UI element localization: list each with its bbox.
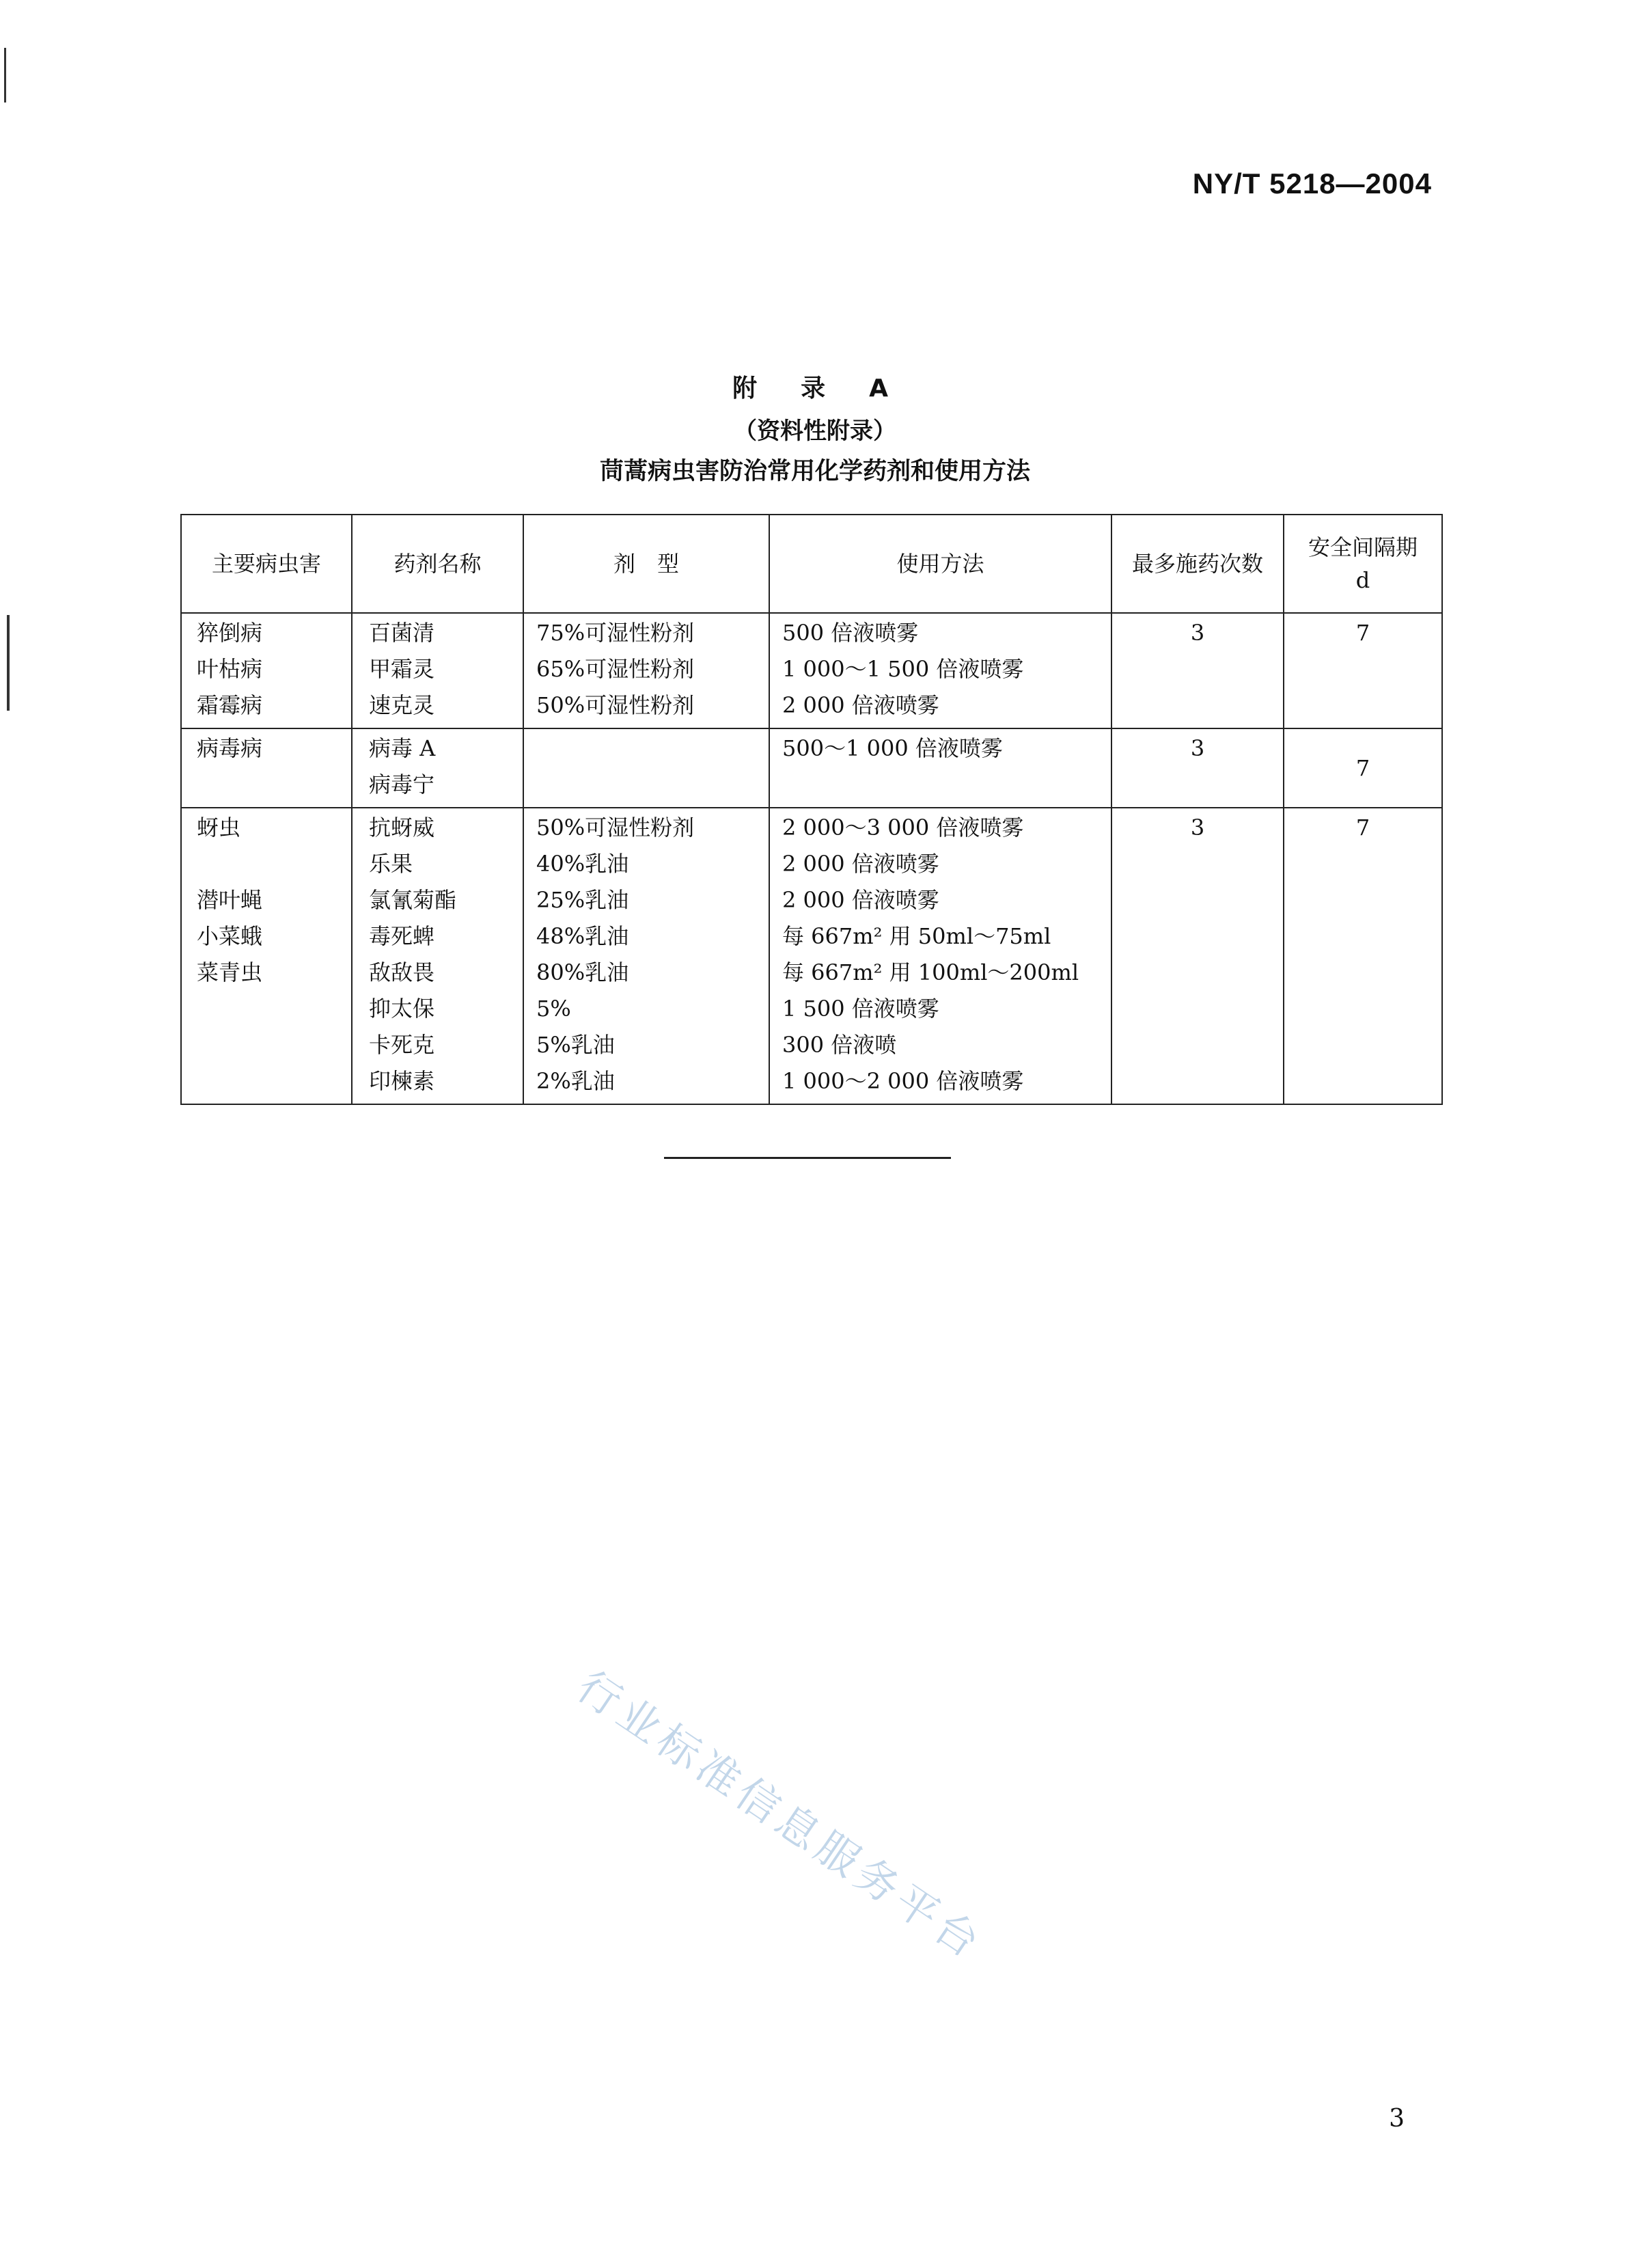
header-drug: 药剂名称 bbox=[352, 515, 523, 613]
drug-cell-line: 氯氰菊酯 bbox=[369, 887, 457, 913]
pest-cell-line bbox=[197, 768, 351, 804]
watermark: 行业标准信息服务平台 bbox=[568, 1661, 993, 1970]
pest-cell-line bbox=[197, 992, 351, 1028]
method-cell-line: 1 000～1 500 倍液喷雾 bbox=[782, 656, 1024, 682]
table-header-row bbox=[181, 515, 1442, 613]
scan-edge-mark bbox=[7, 615, 10, 711]
form-cell-line bbox=[536, 768, 769, 804]
drug-cell-line: 毒死蜱 bbox=[369, 923, 435, 949]
form-cell-line: 50%可湿性粉剂 bbox=[536, 692, 695, 718]
max-times-cell: 3 bbox=[1111, 613, 1284, 728]
standard-code: NY/T 5218—2004 bbox=[1192, 167, 1432, 200]
pest-cell bbox=[181, 728, 352, 808]
method-cell bbox=[769, 613, 1111, 728]
method-cell-line: 2 000 倍液喷雾 bbox=[782, 692, 939, 718]
form-cell-line: 5%乳油 bbox=[536, 1032, 615, 1058]
drug-cell-line: 卡死克 bbox=[369, 1032, 435, 1058]
pest-cell bbox=[181, 613, 352, 728]
drug-cell-line: 抑太保 bbox=[369, 996, 435, 1022]
form-cell-line: 80%乳油 bbox=[536, 959, 629, 985]
form-cell-line: 48%乳油 bbox=[536, 923, 629, 949]
pest-cell-line: 叶枯病 bbox=[197, 656, 263, 682]
pesticide-table bbox=[180, 514, 1443, 1105]
form-cell-line: 2%乳油 bbox=[536, 1068, 615, 1094]
form-cell-line: 5% bbox=[536, 996, 571, 1022]
form-cell-line: 75%可湿性粉剂 bbox=[536, 620, 695, 646]
drug-cell-line: 敌敌畏 bbox=[369, 959, 435, 985]
method-cell-line: 2 000 倍液喷雾 bbox=[782, 851, 939, 877]
pest-cell bbox=[181, 808, 352, 1104]
header-interval bbox=[1284, 515, 1442, 613]
method-cell-line: 500～1 000 倍液喷雾 bbox=[782, 735, 1003, 761]
method-cell-line: 2 000～3 000 倍液喷雾 bbox=[782, 815, 1024, 841]
scan-edge-mark bbox=[4, 48, 6, 103]
form-cell bbox=[523, 728, 769, 808]
drug-cell bbox=[352, 728, 523, 808]
drug-cell-line: 乐果 bbox=[369, 851, 413, 877]
pest-cell-line: 菜青虫 bbox=[197, 959, 263, 985]
form-cell-line: 50%可湿性粉剂 bbox=[536, 815, 695, 841]
pest-cell-line: 猝倒病 bbox=[197, 620, 263, 646]
header-form: 剂 型 bbox=[523, 515, 769, 613]
max-times-cell: 3 bbox=[1111, 728, 1284, 808]
table-row bbox=[181, 808, 1442, 1104]
appendix-title: 附 录 A bbox=[732, 374, 898, 402]
drug-cell bbox=[352, 808, 523, 1104]
table-row bbox=[181, 613, 1442, 728]
header-interval-unit: d bbox=[1355, 567, 1370, 593]
appendix-subtitle: （资料性附录） bbox=[734, 418, 896, 445]
interval-cell: 7 bbox=[1284, 613, 1442, 728]
header-interval-line1: 安全间隔期 bbox=[1308, 534, 1418, 560]
pest-cell-line: 蚜虫 bbox=[197, 815, 241, 841]
end-rule bbox=[664, 1157, 951, 1159]
drug-cell-line: 病毒宁 bbox=[369, 771, 435, 797]
interval-cell: 7 bbox=[1284, 808, 1442, 1104]
method-cell-line: 1 000～2 000 倍液喷雾 bbox=[782, 1068, 1024, 1094]
table-caption: 茼蒿病虫害防治常用化学药剂和使用方法 bbox=[599, 458, 1030, 485]
pest-cell-line: 潜叶蝇 bbox=[197, 887, 263, 913]
drug-cell-line: 速克灵 bbox=[369, 692, 435, 718]
form-cell-line bbox=[536, 732, 769, 768]
method-cell-line bbox=[782, 768, 1111, 804]
form-cell bbox=[523, 613, 769, 728]
pest-cell-line bbox=[197, 1065, 351, 1101]
pest-cell-line: 病毒病 bbox=[197, 735, 263, 761]
page-number: 3 bbox=[1389, 2105, 1405, 2133]
method-cell-line: 每 667m² 用 100ml～200ml bbox=[782, 959, 1079, 985]
drug-cell-line: 百菌清 bbox=[369, 620, 435, 646]
form-cell-line: 40%乳油 bbox=[536, 851, 629, 877]
drug-cell-line: 抗蚜威 bbox=[369, 815, 435, 841]
form-cell bbox=[523, 808, 769, 1104]
drug-cell-line: 病毒 A bbox=[369, 735, 436, 761]
interval-cell: 7 bbox=[1284, 728, 1442, 808]
pest-cell-line bbox=[197, 1028, 351, 1065]
pest-cell-line: 霜霉病 bbox=[197, 692, 263, 718]
header-method: 使用方法 bbox=[769, 515, 1111, 613]
method-cell-line: 1 500 倍液喷雾 bbox=[782, 996, 939, 1022]
table-row bbox=[181, 728, 1442, 808]
max-times-cell: 3 bbox=[1111, 808, 1284, 1104]
drug-cell-line: 甲霜灵 bbox=[369, 656, 435, 682]
drug-cell-line: 印楝素 bbox=[369, 1068, 435, 1094]
pest-cell-line: 小菜蛾 bbox=[197, 923, 263, 949]
method-cell-line: 300 倍液喷 bbox=[782, 1032, 897, 1058]
form-cell-line: 65%可湿性粉剂 bbox=[536, 656, 695, 682]
pest-cell-line bbox=[197, 847, 351, 884]
header-pest: 主要病虫害 bbox=[181, 515, 352, 613]
method-cell-line: 500 倍液喷雾 bbox=[782, 620, 919, 646]
method-cell-line: 每 667m² 用 50ml～75ml bbox=[782, 923, 1051, 949]
method-cell-line: 2 000 倍液喷雾 bbox=[782, 887, 939, 913]
header-max-times: 最多施药次数 bbox=[1111, 515, 1284, 613]
method-cell bbox=[769, 728, 1111, 808]
drug-cell bbox=[352, 613, 523, 728]
form-cell-line: 25%乳油 bbox=[536, 887, 629, 913]
method-cell bbox=[769, 808, 1111, 1104]
